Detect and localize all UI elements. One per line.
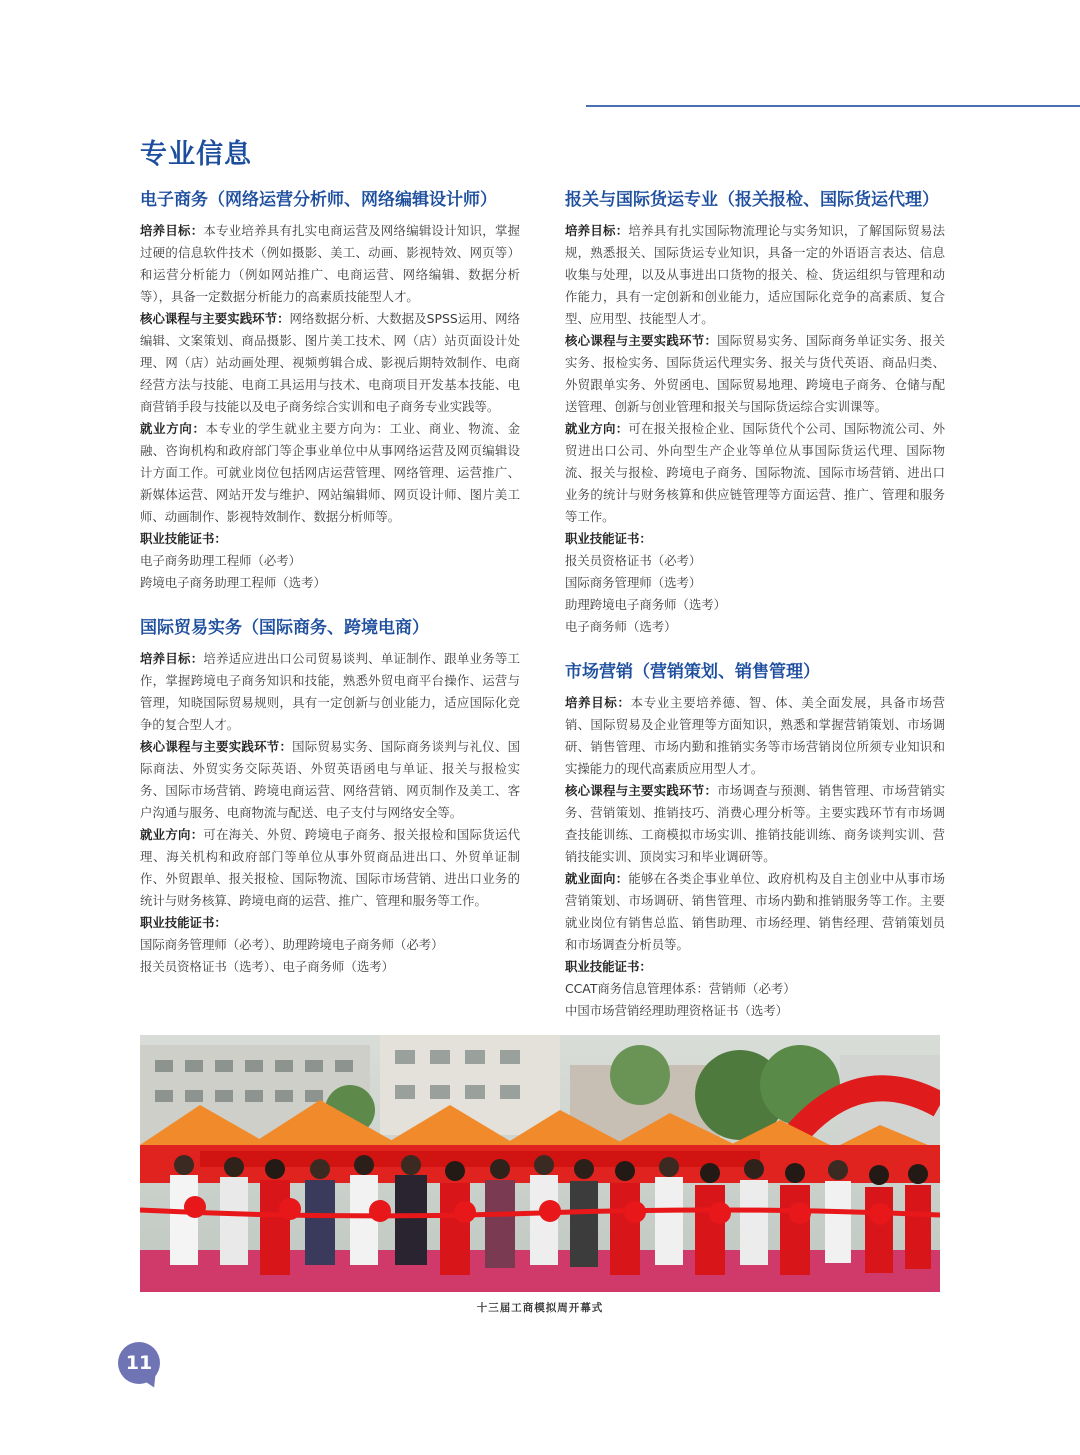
goal-paragraph bbox=[140, 220, 520, 308]
career-text: 能够在各类企事业单位、政府机构及自主创业中从事市场营销策划、市场调研、销售管理、市场内勤和推销服务等工作。主要就业岗位有销售总监、销售助理、市场经理、销售经理、营销策划员和市场调查分析员等。 bbox=[565, 871, 946, 952]
section-customs bbox=[565, 188, 945, 638]
section-trade bbox=[140, 616, 520, 978]
section-title: 市场营销（营销策划、销售管理） bbox=[565, 662, 820, 682]
goal-text: 本专业主要培养德、智、体、美全面发展，具备市场营销、国际贸易及企业管理等方面知识，熟悉和掌握营销策划、市场调研、销售管理、市场内勤和推销实务等市场营销岗位所须专业知识和实操能力的现代高素质应用型人才。 bbox=[565, 695, 946, 776]
career-paragraph bbox=[140, 824, 520, 912]
cert-item: 中国市场营销经理助理资格证书（选考） bbox=[565, 1003, 789, 1018]
career-paragraph bbox=[565, 868, 945, 956]
cert-item: 国际商务管理师（选考） bbox=[565, 575, 702, 590]
cert-item: 电子商务师（选考） bbox=[565, 619, 677, 634]
career-text: 可在海关、外贸、跨境电子商务、报关报检和国际货运代理、海关机构和政府部门等单位从事外贸商品进出口、外贸单证制作、外贸跟单、报关报检、国际物流、国际市场营销、进出口业务的统计与财务核算、跨境电商的运营、推广、管理和服务等工作。 bbox=[140, 827, 521, 908]
core-paragraph bbox=[140, 308, 520, 418]
goal-paragraph bbox=[565, 692, 945, 780]
cert-label: 职业技能证书： bbox=[140, 915, 227, 930]
ceremony-photo-illustration bbox=[140, 1035, 940, 1292]
core-paragraph bbox=[565, 780, 945, 868]
cert-item: 报关员资格证书（必考） bbox=[565, 553, 702, 568]
core-text: 国际贸易实务、国际商务单证实务、报关实务、报检实务、国际货运代理实务、报关与货代英语、商品归类、外贸跟单实务、外贸函电、国际贸易地理、跨境电子商务、仓储与配送管理、创新与创业管理和报关与国际货运综合实训课等。 bbox=[565, 333, 946, 414]
cert-item: 跨境电子商务助理工程师（选考） bbox=[140, 575, 326, 590]
career-paragraph bbox=[140, 418, 520, 528]
core-paragraph bbox=[565, 330, 945, 418]
core-label: 核心课程与主要实践环节： bbox=[140, 311, 290, 326]
core-paragraph bbox=[140, 736, 520, 824]
section-ecommerce bbox=[140, 188, 520, 594]
goal-paragraph bbox=[565, 220, 945, 330]
goal-text: 本专业培养具有扎实电商运营及网络编辑设计知识，掌握过硬的信息软件技术（例如摄影、美工、动画、影视特效、网页等）和运营分析能力（例如网站推广、电商运营、网络编辑、数据分析等），具备一定数据分析能力的高素质技能型人才。 bbox=[140, 223, 521, 304]
career-text: 本专业的学生就业主要方向为：工业、商业、物流、金融、咨询机构和政府部门等企事业单位中从事网络运营及网页编辑设计方面工作。可就业岗位包括网店运营管理、网络管理、运营推广、新媒体运营、网站开发与维护、网站编辑师、网页设计师、图片美工师、动画制作、影视特效制作、数据分析师等。 bbox=[140, 421, 521, 524]
core-text: 网络数据分析、大数据及SPSS运用、网络编辑、文案策划、商品摄影、图片美工技术、网（店）站页面设计处理、网（店）站动画处理、视频剪辑合成、影视后期特效制作、电商经营方法与技能、电商工具运用与技术、电商项目开发基本技能、电商营销手段与技能以及电子商务综合实训和电子商务专业实践等。 bbox=[140, 311, 520, 414]
page-title: 专业信息 bbox=[140, 139, 252, 170]
section-title: 国际贸易实务（国际商务、跨境电商） bbox=[140, 618, 429, 638]
cert-label: 职业技能证书： bbox=[565, 531, 652, 546]
top-accent-rule bbox=[586, 105, 1080, 107]
career-paragraph bbox=[565, 418, 945, 528]
career-label: 就业方向： bbox=[140, 827, 204, 842]
section-marketing bbox=[565, 660, 945, 1022]
cert-item: 电子商务助理工程师（必考） bbox=[140, 553, 302, 568]
goal-text: 培养具有扎实国际物流理论与实务知识，了解国际贸易法规，熟悉报关、国际货运专业知识，具备一定的外语语言表达、信息收集与处理，以及从事进出口货物的报关、检、货运组织与管理和动作能力，具有一定创新和创业能力，适应国际化竞争的高素质、复合型、应用型、技能型人才。 bbox=[565, 223, 946, 326]
core-label: 核心课程与主要实践环节： bbox=[140, 739, 293, 754]
ceremony-photo bbox=[140, 1035, 940, 1292]
right-column bbox=[565, 188, 945, 1044]
career-label: 就业方向： bbox=[565, 421, 629, 436]
career-label: 就业方向： bbox=[140, 421, 206, 436]
goal-paragraph bbox=[140, 648, 520, 736]
cert-label: 职业技能证书： bbox=[565, 959, 652, 974]
cert-item: CCAT商务信息管理体系：营销师（必考） bbox=[565, 981, 796, 996]
core-label: 核心课程与主要实践环节： bbox=[565, 333, 718, 348]
cert-item: 国际商务管理师（必考）、助理跨境电子商务师（必考） bbox=[140, 937, 444, 952]
career-label: 就业面向： bbox=[565, 871, 629, 886]
section-title: 电子商务（网络运营分析师、网络编辑设计师） bbox=[140, 190, 497, 210]
core-text: 国际贸易实务、国际商务谈判与礼仪、国际商法、外贸实务交际英语、外贸英语函电与单证、报关与报检实务、国际市场营销、跨境电商运营、网络营销、网页制作及美工、客户沟通与服务、电商物流与配送、电子支付与网络安全等。 bbox=[140, 739, 521, 820]
goal-text: 培养适应进出口公司贸易谈判、单证制作、跟单业务等工作，掌握跨境电子商务知识和技能，熟悉外贸电商平台操作、运营与管理，知晓国际贸易规则，具有一定创新与创业能力，适应国际化竞争的复合型人才。 bbox=[140, 651, 521, 732]
goal-label: 培养目标： bbox=[565, 695, 631, 710]
goal-label: 培养目标： bbox=[565, 223, 629, 238]
core-label: 核心课程与主要实践环节： bbox=[565, 783, 718, 798]
cert-item: 报关员资格证书（选考）、电子商务师（选考） bbox=[140, 959, 395, 974]
photo-caption: 十三届工商模拟周开幕式 bbox=[476, 1302, 604, 1314]
cert-item: 助理跨境电子商务师（选考） bbox=[565, 597, 727, 612]
goal-label: 培养目标： bbox=[140, 223, 204, 238]
goal-label: 培养目标： bbox=[140, 651, 204, 666]
career-text: 可在报关报检企业、国际货代个公司、国际物流公司、外贸进出口公司、外向型生产企业等单位从事国际货运代理、国际物流、报关与报检、跨境电子商务、国际物流、国际市场营销、进出口业务的统计与财务核算和供应链管理等方面运营、推广、管理和服务等工作。 bbox=[565, 421, 946, 524]
page-number-badge: 11 bbox=[118, 1342, 160, 1384]
cert-label: 职业技能证书： bbox=[140, 531, 227, 546]
left-column bbox=[140, 188, 520, 1000]
section-title: 报关与国际货运专业（报关报检、国际货运代理） bbox=[565, 190, 939, 210]
core-text: 市场调查与预测、销售管理、市场营销实务、营销策划、推销技巧、消费心理分析等。主要实践环节有市场调查技能训练、工商模拟市场实训、推销技能训练、商务谈判实训、营销技能实训、顶岗实习和毕业调研等。 bbox=[565, 783, 946, 864]
